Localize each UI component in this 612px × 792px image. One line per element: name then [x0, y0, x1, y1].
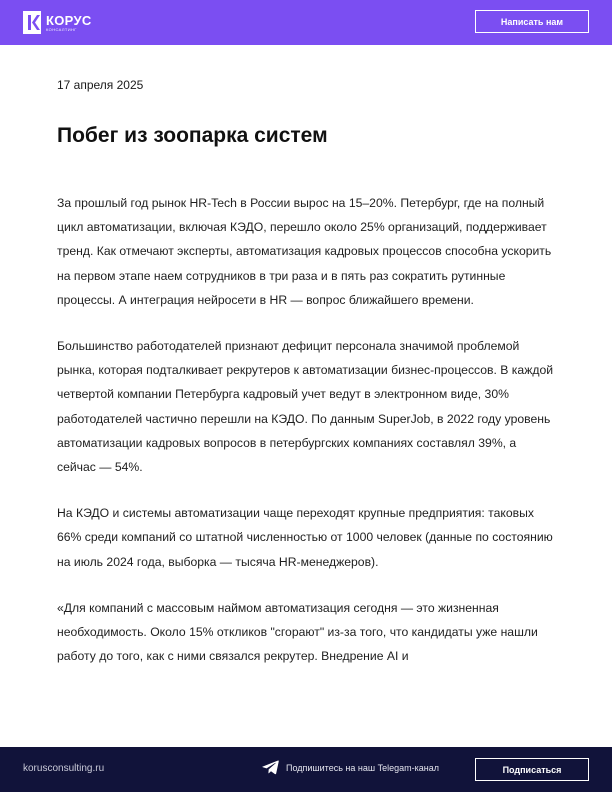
telegram-icon [262, 760, 279, 775]
article-title: Побег из зоопарка систем [57, 124, 328, 147]
logo-name: КОРУС [46, 12, 92, 28]
article-date: 17 апреля 2025 [57, 78, 144, 92]
logo-text [46, 14, 92, 32]
article-paragraph: «Для компаний с массовым наймом автоматизация сегодня — это жизненная необходимость. Около 15% откликов "сгорают" из-за того, что кандидаты уже нашли работу до того, как с ними связался рекрутер. Внедрение AI и [57, 600, 538, 664]
write-to-us-button[interactable]: Написать нам [475, 10, 589, 33]
article-body [57, 191, 557, 690]
article-paragraph: За прошлый год рынок HR-Tech в России вырос на 15–20%. Петербург, где на полный цикл автоматизации, включая КЭДО, перешло около 25% организаций, поддерживает тренд. Как отмечают эксперты, автоматизация кадровых процессов способна ускорить на первом этапе наем сотрудников в три раза и в пять раз сократить рутинные процессы. А интеграция нейросети в HR — вопрос ближайшего времени. [57, 196, 552, 307]
article-paragraph: На КЭДО и системы автоматизации чаще переходят крупные предприятия: таковых 66% среди компаний со штатной численностью от 1000 человек (данные по состоянию на июль 2024 года, выборка — тысяча HR-менеджеров). [57, 506, 553, 569]
article-paragraph: Большинство работодателей признают дефицит персонала значимой проблемой рынка, которая подталкивает рекрутеров к автоматизации бизнес-процессов. В каждой четвертой компании Петербурга кадровый учет ведут в электронном виде, 30% работодателей частично перешли на КЭДО. По данным SuperJob, в 2022 году уровень автоматизации кадровых вопросов в петербургских компаниях составлял 39%, а сейчас — 54%. [57, 339, 554, 475]
telegram-text: Подпишитесь на наш Telegam-канал [286, 762, 439, 773]
korus-logo-icon [23, 11, 41, 34]
korus-logo[interactable] [23, 11, 92, 34]
logo-subtitle: КОНСАЛТИНГ [46, 26, 77, 32]
telegram-subscribe-link[interactable] [262, 760, 439, 775]
site-link[interactable]: korusconsulting.ru [23, 763, 105, 774]
footer-bar [0, 747, 612, 792]
top-header-bar [0, 0, 612, 45]
subscribe-button[interactable]: Подписаться [475, 758, 589, 781]
